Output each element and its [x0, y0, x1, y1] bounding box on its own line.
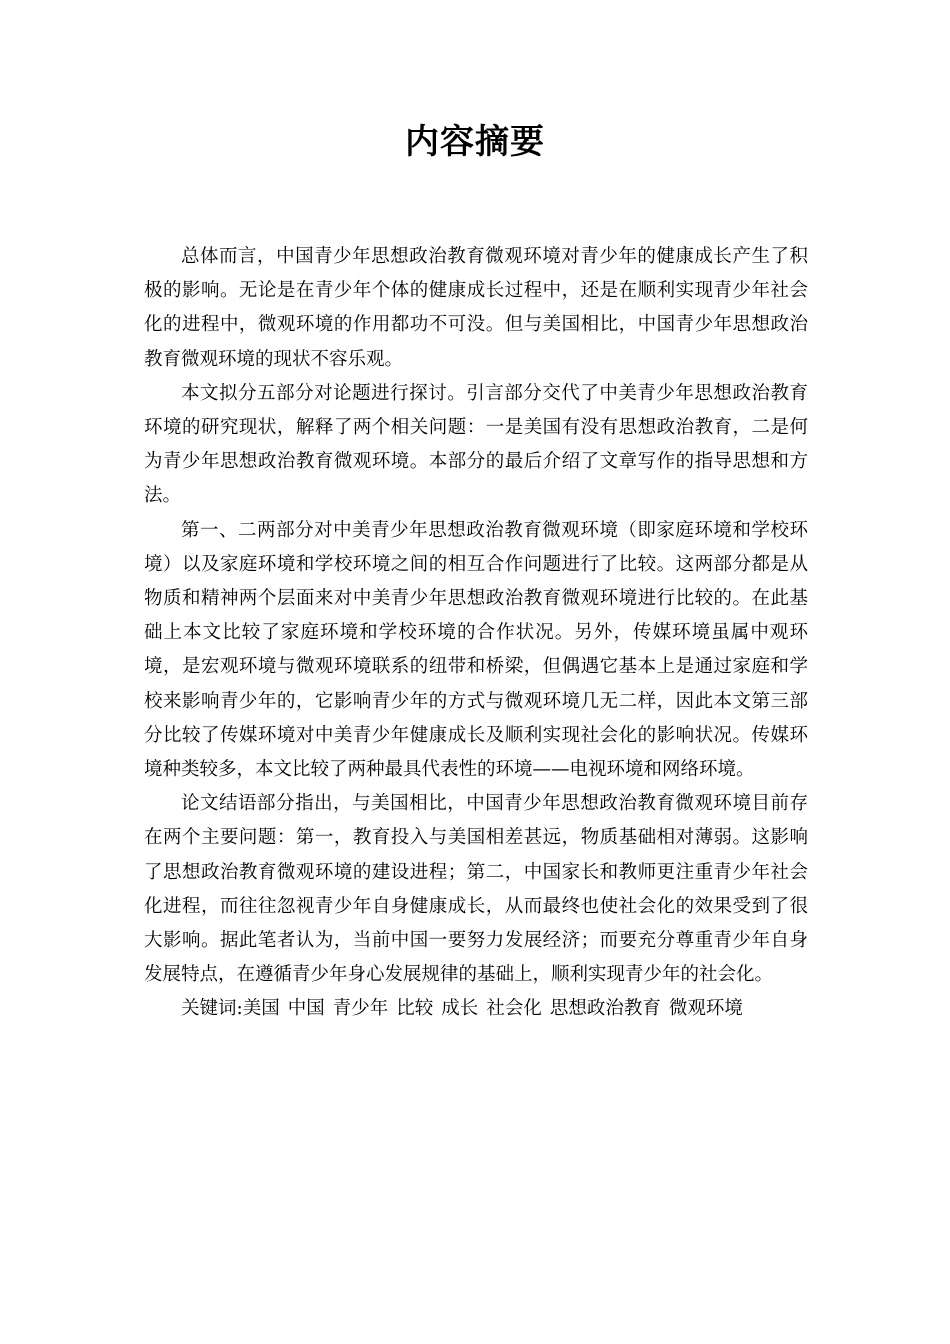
- abstract-paragraph-2: 本文拟分五部分对论题进行探讨。引言部分交代了中美青少年思想政治教育环境的研究现状，解释了两个相关问题：一是美国有没有思想政治教育，二是何为青少年思想政治教育微观环境。本部分的最后介绍了文章写作的指导思想和方法。: [144, 382, 808, 507]
- keyword-item: 微观环境: [668, 998, 743, 1020]
- abstract-paragraph-4: 论文结语部分指出，与美国相比，中国青少年思想政治教育微观环境目前存在两个主要问题：第一，教育投入与美国相差甚远，物质基础相对薄弱。这影响了思想政治教育微观环境的建设进程；第二，中国家长和教师更注重青少年社会化进程，而往往忽视青少年自身健康成长，从而最终也使社会化的效果受到了很大影响。据此笔者认为，当前中国一要努力发展经济；而要充分尊重青少年自身发展特点，在遵循青少年身心发展规律的基础上，顺利实现青少年的社会化。: [144, 793, 808, 986]
- keyword-item: 成长: [441, 998, 479, 1020]
- keyword-item: 美国: [242, 998, 280, 1020]
- keyword-item: 思想政治教育: [549, 998, 661, 1020]
- keywords-list: [243, 998, 743, 1019]
- keyword-item: 中国: [287, 998, 325, 1020]
- keyword-item: 青少年: [332, 998, 389, 1020]
- keywords-line: [144, 992, 808, 1026]
- keyword-item: 比较: [396, 998, 434, 1020]
- keyword-item: 社会化: [486, 998, 542, 1020]
- abstract-paragraph-3: 第一、二两部分对中美青少年思想政治教育微观环境（即家庭环境和学校环境）以及家庭环境和学校环境之间的相互合作问题进行了比较。这两部分都是从物质和精神两个层面来对中美青少年思想政治教育微观环境进行比较的。在此基础上本文比较了家庭环境和学校环境的合作状况。另外，传媒环境虽属中观环境，是宏观环境与微观环境联系的纽带和桥梁，但偶遇它基本上是通过家庭和学校来影响青少年的，它影响青少年的方式与微观环境几无二样，因此本文第三部分比较了传媒环境对中美青少年健康成长及顺利实现社会化的影响状况。传媒环境种类较多，本文比较了两种最具代表性的环境——电视环境和网络环境。: [144, 519, 808, 781]
- abstract-body: [144, 240, 808, 1027]
- keywords-label: 关键词:: [181, 998, 243, 1020]
- page-title: 内容摘要: [405, 122, 545, 162]
- abstract-paragraph-1: 总体而言，中国青少年思想政治教育微观环境对青少年的健康成长产生了积极的影响。无论是在青少年个体的健康成长过程中，还是在顺利实现青少年社会化的进程中，微观环境的作用都功不可没。但与美国相比，中国青少年思想政治教育微观环境的现状不容乐观。: [144, 246, 808, 370]
